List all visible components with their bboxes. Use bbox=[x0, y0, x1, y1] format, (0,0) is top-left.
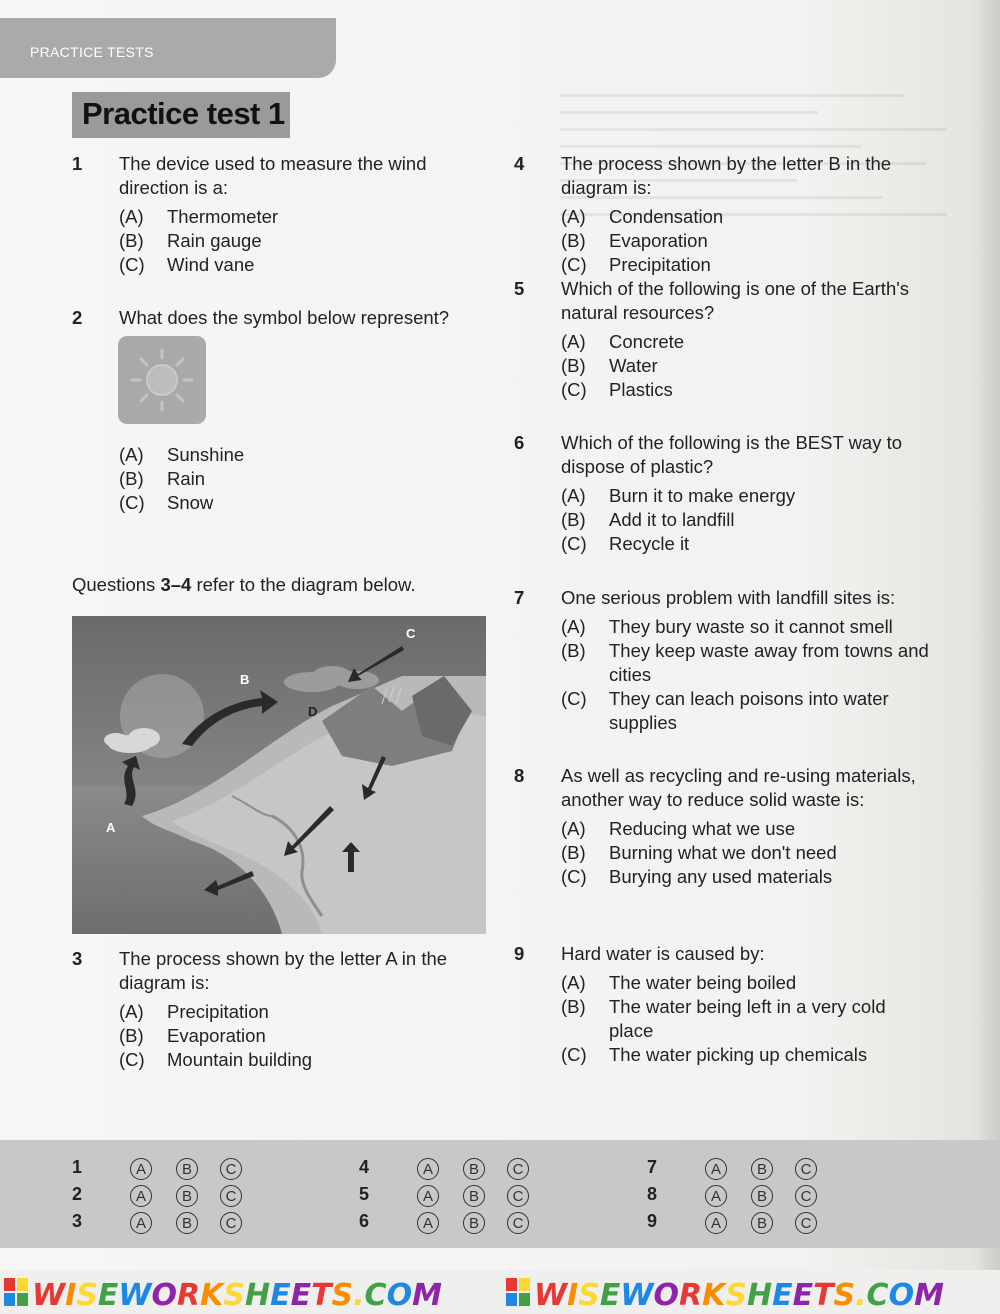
watermark-letter: T bbox=[311, 1278, 332, 1313]
watermark-letter: W bbox=[32, 1278, 66, 1313]
option-c bbox=[119, 491, 492, 515]
question-5 bbox=[514, 277, 934, 402]
option-letter: (C) bbox=[119, 492, 145, 513]
option-letter: (C) bbox=[561, 1044, 587, 1065]
option-text: Reducing what we use bbox=[609, 818, 796, 839]
section-label: PRACTICE TESTS bbox=[30, 44, 154, 60]
question-number: 5 bbox=[514, 278, 525, 299]
answer-row-8 bbox=[647, 1184, 812, 1205]
question-number: 7 bbox=[514, 587, 525, 608]
answer-row-6 bbox=[359, 1211, 524, 1232]
answer-sheet bbox=[0, 1140, 1000, 1248]
answer-number: 6 bbox=[359, 1211, 370, 1231]
answer-number: 1 bbox=[72, 1157, 83, 1177]
watermark-letter: C bbox=[866, 1278, 889, 1313]
watermark-letter: W bbox=[118, 1278, 152, 1313]
question-stem: As well as recycling and re-using materials, another way to reduce solid waste is: bbox=[561, 765, 916, 810]
option-text: Recycle it bbox=[609, 533, 690, 554]
option-text: The water picking up chemicals bbox=[609, 1044, 868, 1065]
question-stem: Which of the following is one of the Earth's natural resources? bbox=[561, 278, 910, 323]
option-text: The water being left in a very cold place bbox=[609, 996, 886, 1041]
option-c bbox=[561, 1043, 934, 1067]
option-a bbox=[119, 443, 492, 467]
watermark-letter: K bbox=[200, 1278, 224, 1313]
option-letter: (A) bbox=[561, 818, 586, 839]
watermark-letter: O bbox=[653, 1278, 679, 1313]
option-c bbox=[119, 253, 492, 277]
option-c bbox=[561, 687, 934, 735]
option-text: Rain bbox=[167, 468, 206, 489]
question-stem: The process shown by the letter A in the diagram is: bbox=[119, 948, 448, 993]
wiseworksheets-logo-icon bbox=[4, 1278, 28, 1308]
watermark-letter: I bbox=[65, 1278, 77, 1313]
option-b bbox=[561, 229, 934, 253]
option-text: They bury waste so it cannot smell bbox=[609, 616, 893, 637]
answer-number: 9 bbox=[647, 1211, 658, 1231]
answer-row-7 bbox=[647, 1157, 812, 1178]
option-a bbox=[561, 615, 934, 639]
watermark-letter: W bbox=[620, 1278, 654, 1313]
option-letter: (C) bbox=[119, 254, 145, 275]
answer-row-5 bbox=[359, 1184, 524, 1205]
question-4 bbox=[514, 152, 934, 277]
answer-bubble-9c[interactable]: C bbox=[795, 1212, 817, 1234]
option-c bbox=[561, 253, 934, 277]
watermark-letter: S bbox=[725, 1278, 747, 1313]
option-letter: (C) bbox=[119, 1049, 145, 1070]
question-stem: The process shown by the letter B in the diagram is: bbox=[561, 153, 892, 198]
question-2-options bbox=[72, 443, 492, 515]
answer-bubble-3b[interactable]: B bbox=[176, 1212, 198, 1234]
option-text: Mountain building bbox=[167, 1049, 313, 1070]
label-b: B bbox=[240, 672, 250, 687]
watermark-text-2 bbox=[534, 1278, 944, 1313]
watermark-letter: E bbox=[792, 1278, 814, 1313]
watermark-banner bbox=[0, 1270, 1000, 1314]
option-a bbox=[561, 817, 934, 841]
question-number: 2 bbox=[72, 307, 83, 328]
option-letter: (A) bbox=[119, 444, 144, 465]
watermark-text-1 bbox=[32, 1278, 442, 1313]
option-c bbox=[119, 1048, 492, 1072]
option-letter: (C) bbox=[561, 379, 587, 400]
option-text: Plastics bbox=[609, 379, 673, 400]
answer-number: 5 bbox=[359, 1184, 370, 1204]
option-text: Burning what we don't need bbox=[609, 842, 837, 863]
option-text: Evaporation bbox=[609, 230, 708, 251]
option-a bbox=[119, 205, 492, 229]
sun-icon bbox=[118, 336, 206, 424]
water-cycle-diagram bbox=[72, 616, 486, 934]
watermark-letter: . bbox=[353, 1278, 365, 1313]
watermark-letter: W bbox=[534, 1278, 568, 1313]
watermark-letter: M bbox=[914, 1278, 944, 1313]
option-letter: (A) bbox=[561, 616, 586, 637]
question-number: 9 bbox=[514, 943, 525, 964]
question-8 bbox=[514, 764, 934, 889]
option-letter: (C) bbox=[561, 688, 587, 709]
option-letter: (A) bbox=[119, 1001, 144, 1022]
option-b bbox=[119, 1024, 492, 1048]
question-stem: What does the symbol below represent? bbox=[119, 307, 450, 328]
answer-row-4 bbox=[359, 1157, 524, 1178]
question-7 bbox=[514, 586, 934, 735]
answer-bubble-6b[interactable]: B bbox=[463, 1212, 485, 1234]
option-b bbox=[561, 841, 934, 865]
option-a bbox=[561, 330, 934, 354]
answer-bubble-2b[interactable]: B bbox=[176, 1185, 198, 1207]
option-letter: (A) bbox=[119, 206, 144, 227]
option-text: Add it to landfill bbox=[609, 509, 735, 530]
option-text: Sunshine bbox=[167, 444, 245, 465]
option-letter: (B) bbox=[561, 355, 586, 376]
answer-row-2 bbox=[72, 1184, 237, 1205]
answer-number: 7 bbox=[647, 1157, 658, 1177]
page-title: Practice test 1 bbox=[82, 96, 285, 131]
watermark-letter: R bbox=[176, 1278, 201, 1313]
answer-bubble-3c[interactable]: C bbox=[220, 1212, 242, 1234]
watermark-letter: T bbox=[813, 1278, 834, 1313]
answer-bubble-3a[interactable]: A bbox=[130, 1212, 152, 1234]
answer-bubble-6c[interactable]: C bbox=[507, 1212, 529, 1234]
option-letter: (B) bbox=[561, 996, 586, 1017]
answer-bubble-5a[interactable]: A bbox=[417, 1185, 439, 1207]
option-letter: (B) bbox=[561, 230, 586, 251]
answer-bubble-5b[interactable]: B bbox=[463, 1185, 485, 1207]
answer-number: 8 bbox=[647, 1184, 658, 1204]
answer-number: 2 bbox=[72, 1184, 83, 1204]
question-stem: The device used to measure the wind direction is a: bbox=[119, 153, 427, 198]
question-1 bbox=[72, 152, 492, 277]
watermark-letter: O bbox=[888, 1278, 915, 1313]
option-text: Thermometer bbox=[167, 206, 279, 227]
option-text: Wind vane bbox=[167, 254, 255, 275]
answer-bubble-7c[interactable]: C bbox=[795, 1158, 817, 1180]
option-text: Burying any used materials bbox=[609, 866, 833, 887]
option-letter: (A) bbox=[561, 206, 586, 227]
answer-row-1 bbox=[72, 1157, 237, 1178]
answer-bubble-9b[interactable]: B bbox=[751, 1212, 773, 1234]
watermark-letter: I bbox=[567, 1278, 579, 1313]
answer-bubble-4a[interactable]: A bbox=[417, 1158, 439, 1180]
watermark-letter: S bbox=[578, 1278, 600, 1313]
answer-bubble-2c[interactable]: C bbox=[220, 1185, 242, 1207]
answer-bubble-8c[interactable]: C bbox=[795, 1185, 817, 1207]
watermark-letter: E bbox=[97, 1278, 119, 1313]
option-letter: (C) bbox=[561, 866, 587, 887]
option-b bbox=[561, 995, 934, 1043]
option-letter: (B) bbox=[119, 468, 144, 489]
option-text: They keep waste away from towns and cities bbox=[609, 640, 929, 685]
answer-bubble-1b[interactable]: B bbox=[176, 1158, 198, 1180]
watermark-letter: H bbox=[746, 1278, 773, 1313]
watermark-letter: C bbox=[364, 1278, 387, 1313]
answer-bubble-7b[interactable]: B bbox=[751, 1158, 773, 1180]
option-letter: (B) bbox=[561, 509, 586, 530]
answer-bubble-4b[interactable]: B bbox=[463, 1158, 485, 1180]
option-text: Condensation bbox=[609, 206, 724, 227]
option-b bbox=[119, 229, 492, 253]
watermark-letter: O bbox=[151, 1278, 177, 1313]
watermark-letter: S bbox=[76, 1278, 98, 1313]
watermark-letter: M bbox=[412, 1278, 442, 1313]
option-letter: (B) bbox=[119, 230, 144, 251]
option-letter: (A) bbox=[561, 331, 586, 352]
answer-bubble-4c[interactable]: C bbox=[507, 1158, 529, 1180]
question-number: 1 bbox=[72, 153, 83, 174]
answer-row-3 bbox=[72, 1211, 237, 1232]
watermark-letter: O bbox=[386, 1278, 413, 1313]
watermark-letter: E bbox=[599, 1278, 621, 1313]
option-text: Burn it to make energy bbox=[609, 485, 796, 506]
watermark-letter: K bbox=[702, 1278, 726, 1313]
question-number: 3 bbox=[72, 948, 83, 969]
option-a bbox=[561, 971, 934, 995]
watermark-letter: E bbox=[270, 1278, 291, 1313]
option-text: The water being boiled bbox=[609, 972, 797, 993]
option-c bbox=[561, 378, 934, 402]
answer-number: 3 bbox=[72, 1211, 83, 1231]
watermark-letter: S bbox=[833, 1278, 856, 1313]
option-text: Snow bbox=[167, 492, 214, 513]
option-text: They can leach poisons into water supplies bbox=[609, 688, 889, 733]
option-letter: (A) bbox=[561, 485, 586, 506]
option-letter: (C) bbox=[561, 254, 587, 275]
option-b bbox=[561, 639, 934, 687]
option-letter: (A) bbox=[561, 972, 586, 993]
option-a bbox=[561, 484, 934, 508]
answer-row-9 bbox=[647, 1211, 812, 1232]
watermark-letter: S bbox=[223, 1278, 245, 1313]
option-b bbox=[119, 467, 492, 491]
watermark-letter: . bbox=[855, 1278, 867, 1313]
option-c bbox=[561, 865, 934, 889]
question-stem: Which of the following is the BEST way to dispose of plastic? bbox=[561, 432, 903, 477]
watermark-letter: S bbox=[331, 1278, 354, 1313]
label-c: C bbox=[406, 626, 416, 641]
option-b bbox=[561, 354, 934, 378]
option-a bbox=[561, 205, 934, 229]
answer-bubble-9a[interactable]: A bbox=[705, 1212, 727, 1234]
label-d: D bbox=[308, 704, 318, 719]
answer-bubble-6a[interactable]: A bbox=[417, 1212, 439, 1234]
question-6 bbox=[514, 431, 934, 556]
answer-bubble-1c[interactable]: C bbox=[220, 1158, 242, 1180]
option-letter: (C) bbox=[561, 533, 587, 554]
answer-bubble-8a[interactable]: A bbox=[705, 1185, 727, 1207]
question-number: 4 bbox=[514, 153, 525, 174]
question-3 bbox=[72, 947, 492, 1072]
option-letter: (B) bbox=[561, 842, 586, 863]
diagram-reference: Questions 3–4 refer to the diagram below. bbox=[72, 574, 416, 595]
answer-bubble-5c[interactable]: C bbox=[507, 1185, 529, 1207]
option-text: Water bbox=[609, 355, 658, 376]
sunshine-symbol bbox=[118, 336, 206, 424]
option-text: Concrete bbox=[609, 331, 685, 352]
option-letter: (B) bbox=[119, 1025, 144, 1046]
question-number: 8 bbox=[514, 765, 525, 786]
option-c bbox=[561, 532, 934, 556]
option-text: Rain gauge bbox=[167, 230, 262, 251]
answer-bubble-7a[interactable]: A bbox=[705, 1158, 727, 1180]
question-2 bbox=[72, 306, 492, 330]
question-9 bbox=[514, 942, 934, 1067]
answer-number: 4 bbox=[359, 1157, 370, 1177]
option-b bbox=[561, 508, 934, 532]
option-a bbox=[119, 1000, 492, 1024]
question-stem: Hard water is caused by: bbox=[561, 943, 765, 964]
watermark-letter: H bbox=[244, 1278, 271, 1313]
wiseworksheets-logo-icon bbox=[506, 1278, 530, 1308]
answer-bubble-1a[interactable]: A bbox=[130, 1158, 152, 1180]
answer-bubble-8b[interactable]: B bbox=[751, 1185, 773, 1207]
watermark-letter: R bbox=[678, 1278, 703, 1313]
question-stem: One serious problem with landfill sites is: bbox=[561, 587, 896, 608]
option-text: Precipitation bbox=[167, 1001, 269, 1022]
watermark-letter: E bbox=[772, 1278, 793, 1313]
label-a: A bbox=[106, 820, 116, 835]
option-text: Precipitation bbox=[609, 254, 711, 275]
question-number: 6 bbox=[514, 432, 525, 453]
answer-bubble-2a[interactable]: A bbox=[130, 1185, 152, 1207]
page-edge-shadow bbox=[972, 0, 1000, 1314]
option-letter: (B) bbox=[561, 640, 586, 661]
option-text: Evaporation bbox=[167, 1025, 266, 1046]
watermark-letter: E bbox=[290, 1278, 312, 1313]
